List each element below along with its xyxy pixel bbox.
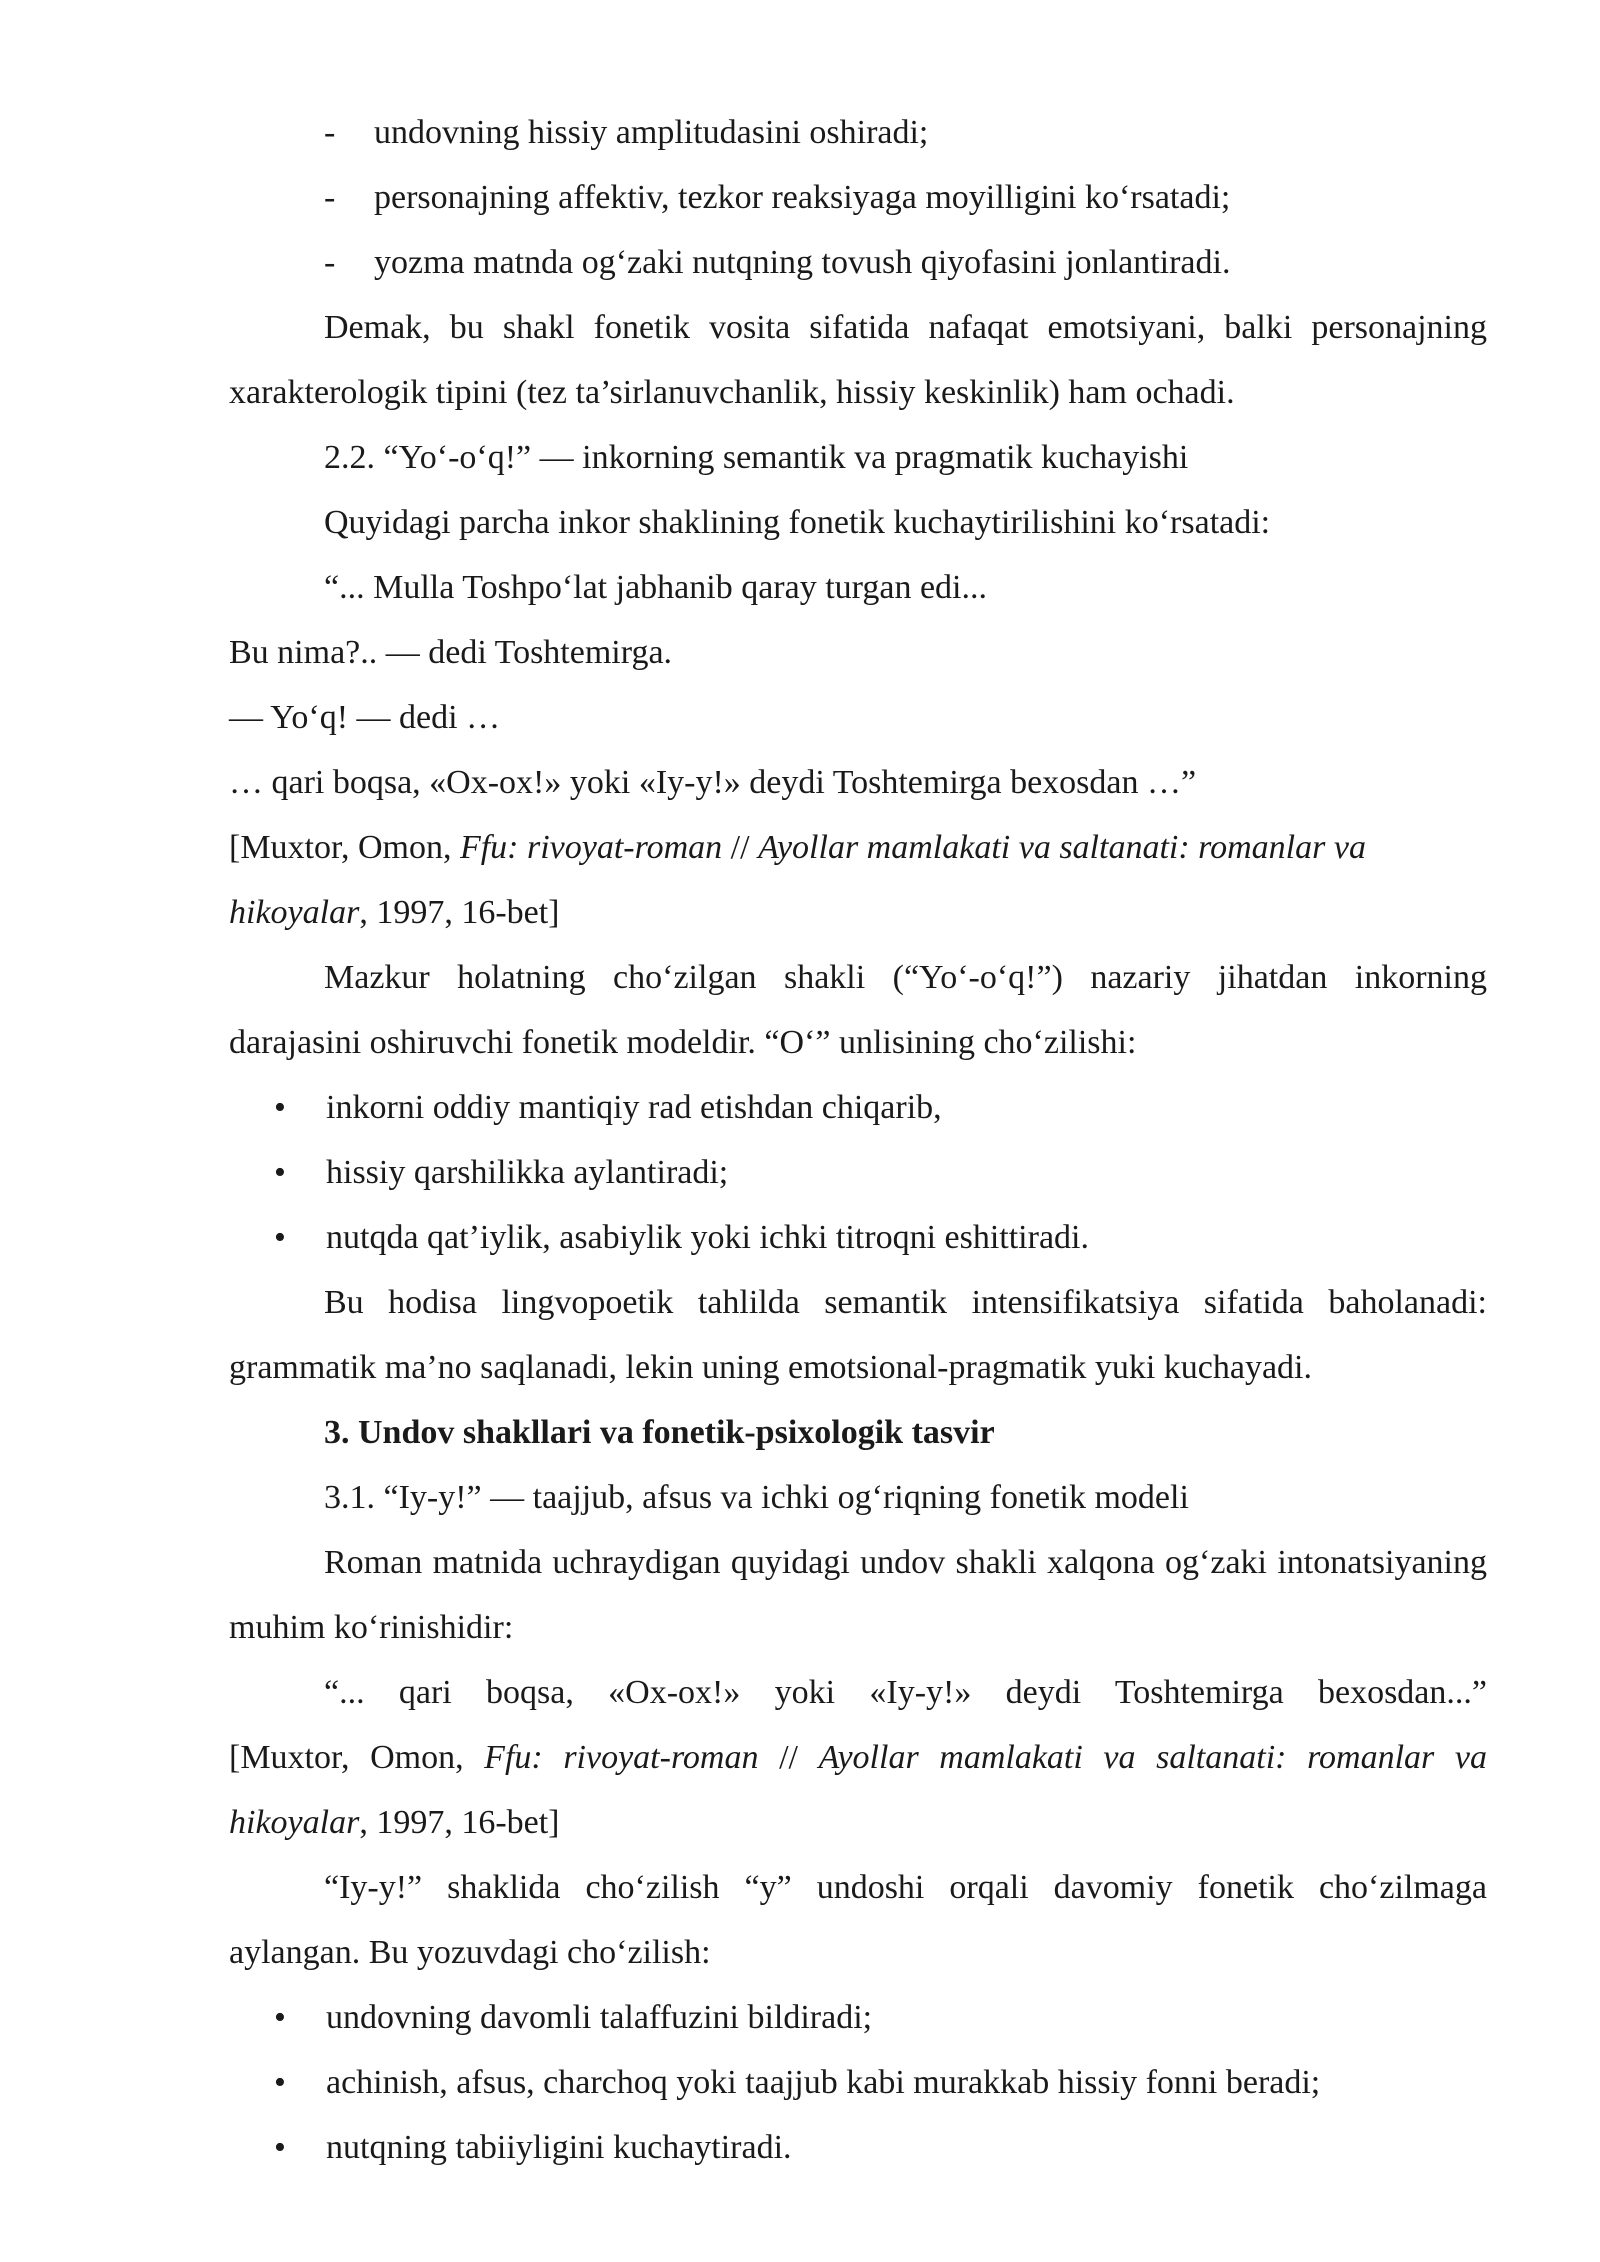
citation-suffix: , 1997, 16-bet] [359,1804,560,1841]
dash-list-item [229,100,1487,165]
paragraph-demak: Demak, bu shakl fonetik vosita sifatida nafaqat emotsiyani, balki personajning xarakterologik tipini (tez ta’sirlanuvchanlik, hissiy keskinlik) ham ochadi. [229,309,1487,411]
dash-marker: - [324,244,336,281]
citation [229,1725,1487,1855]
bullet-list-item [229,1205,1487,1270]
quote-2: “... qari boqsa, «Ox-ox!» yoki «Iy-y!» deydi Toshtemirga bexosdan...” [324,1674,1487,1711]
citation-separator: // [758,1739,819,1776]
bullet-item-text: nutqda qat’iylik, asabiylik yoki ichki titroqni eshittiradi. [326,1219,1089,1256]
citation-collection: Ayollar mamlakati va saltanati: romanlar va hikoyalar [229,829,1366,931]
bullet-marker: • [274,2129,286,2166]
bullet-marker: • [274,1089,286,1126]
dash-item-text: yozma matnda og‘zaki nutqning tovush qiyofasini jonlantiradi. [374,244,1231,281]
section-heading-3: 3. Undov shakllari va fonetik-psixologik tasvir [324,1414,995,1451]
dash-list-item [229,165,1487,230]
paragraph-roman: Roman matnida uchraydigan quyidagi undov shakli xalqona og‘zaki intonatsiyaning muhim ko‘rinishidir: [229,1544,1487,1646]
paragraph-quyidagi: Quyidagi parcha inkor shaklining fonetik kuchaytirilishini ko‘rsatadi: [324,504,1271,541]
bullet-list-item [229,2115,1487,2180]
paragraph-mazkur: Mazkur holatning cho‘zilgan shakli (“Yo‘-o‘q!”) nazariy jihatdan inkorning darajasini oshiruvchi fonetik modeldir. “O‘” unlisining cho‘zilishi: [229,959,1487,1061]
quote-line: … qari boqsa, «Ox-ox!» yoki «Iy-y!» deydi Toshtemirga bexosdan …” [229,764,1197,801]
bullet-item-text: achinish, afsus, charchoq yoki taajjub kabi murakkab hissiy fonni beradi; [326,2064,1321,2101]
bullet-list-item [229,1985,1487,2050]
bullet-marker: • [274,1154,286,1191]
dash-marker: - [324,179,336,216]
citation-prefix: [Muxtor, Omon, [229,1739,485,1776]
citation-suffix: , 1997, 16-bet] [359,894,560,931]
bullet-list-item [229,2050,1487,2115]
bullet-marker: • [274,1999,286,2036]
bullet-list-item [229,1140,1487,1205]
subheading-2-2: 2.2. “Yo‘-o‘q!” — inkorning semantik va pragmatik kuchayishi [324,439,1189,476]
bullet-item-text: hissiy qarshilikka aylantiradi; [326,1154,729,1191]
citation [229,815,1487,945]
paragraph-iy: “Iy-y!” shaklida cho‘zilish “y” undoshi orqali davomiy fonetik cho‘zilmaga aylangan. Bu yozuvdagi cho‘zilish: [229,1869,1487,1971]
citation-collection: Ayollar mamlakati va saltanati: romanlar va hikoyalar [229,1739,1487,1841]
dash-item-text: undovning hissiy amplitudasini oshiradi; [374,114,929,151]
subheading-3-1: 3.1. “Iy-y!” — taajjub, afsus va ichki og‘riqning fonetik modeli [324,1479,1189,1516]
dash-marker: - [324,114,336,151]
citation-separator: // [722,829,759,866]
bullet-list-item [229,1075,1487,1140]
dash-item-text: personajning affektiv, tezkor reaksiyaga moyilligini ko‘rsatadi; [374,179,1231,216]
bullet-marker: • [274,1219,286,1256]
bullet-item-text: nutqning tabiiyligini kuchaytiradi. [326,2129,792,2166]
citation-title: Ffu: rivoyat-roman [484,1739,759,1776]
bullet-item-text: undovning davomli talaffuzini bildiradi; [326,1999,873,2036]
paragraph-bu-hodisa: Bu hodisa lingvopoetik tahlilda semantik intensifikatsiya sifatida baholanadi: grammatik ma’no saqlanadi, lekin uning emotsional-pragmatik yuki kuchayadi. [229,1284,1487,1386]
bullet-marker: • [274,2064,286,2101]
dash-list-item [229,230,1487,295]
citation-prefix: [Muxtor, Omon, [229,829,460,866]
citation-title: Ffu: rivoyat-roman [459,829,723,866]
quote-line: Bu nima?.. — dedi Toshtemirga. [229,634,673,671]
quote-line: “... Mulla Toshpo‘lat jabhanib qaray turgan edi... [324,569,987,606]
quote-line: — Yo‘q! — dedi … [229,699,501,736]
bullet-item-text: inkorni oddiy mantiqiy rad etishdan chiqarib, [326,1089,942,1126]
